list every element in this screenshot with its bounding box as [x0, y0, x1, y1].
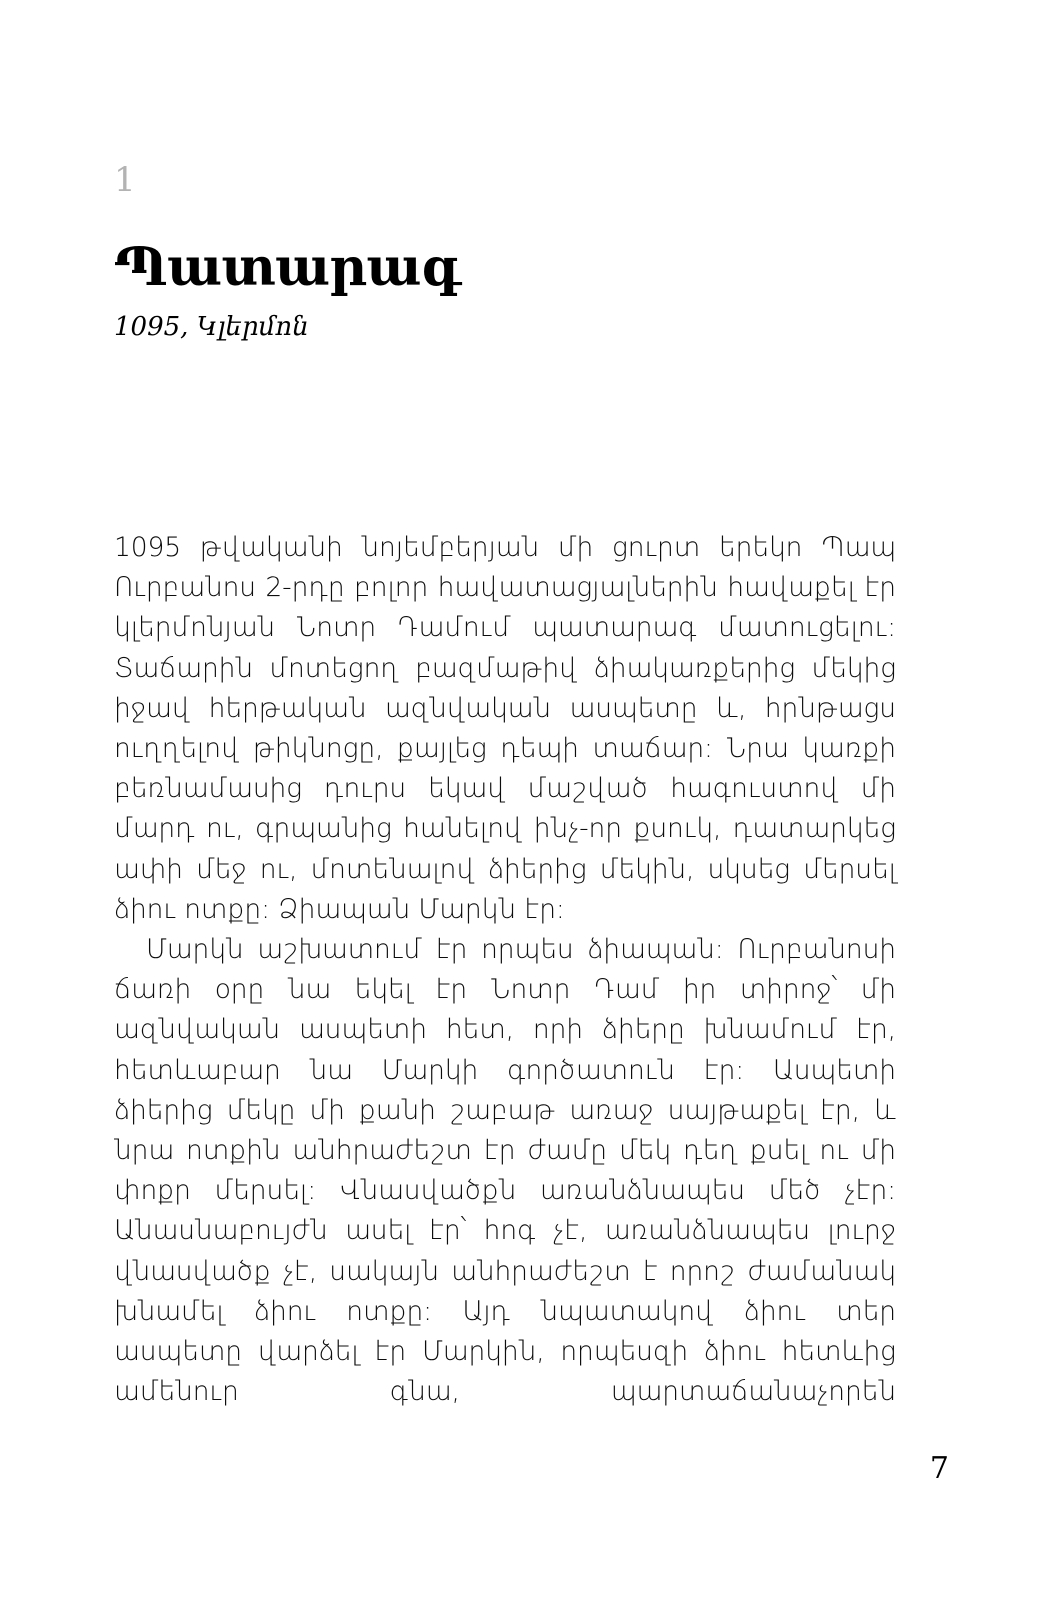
chapter-header: [114, 160, 894, 344]
chapter-title: Պատարագ: [114, 237, 461, 298]
chapter-subtitle: 1095, Կլերմոն: [114, 312, 309, 342]
paragraph: Մարկն աշխատում էր որպես ձիապան: Ուրբանոսի ճառի օրը նա եկել էր Նոտր Դամ իր տիրոջ՝ մի ազնվական ասպետի հետ, որի ձիերը խնամում էր, հետևաբար նա Մարկի գործատուն էր: Ասպետի ձիերից մեկը մի քանի շաբաթ առաջ սայթաքել էր, և նրա ոտքին անհրաժեշտ էր ժամը մեկ դեղ քսել ու մի փոքր մերսել: Վնասվածքն առանձնապես մեծ չէր: Անասնաբույժն ասել էր՝ հոգ չէ, առանձնապես լուրջ վնասվածք չէ, սակայն անհրաժեշտ է որոշ ժամանակ խնամել ձիու ոտքը: Այդ նպատակով ձիու տեր ասպետը վարձել էր Մարկին, որպեսզի ձիու հետևից ամենուր գնա, պարտաճանաչորեն: [114, 934, 896, 1408]
chapter-number: 1: [114, 160, 136, 200]
body-text: [114, 528, 896, 1453]
page-number: 7: [929, 1451, 949, 1486]
paragraph: 1095 թվականի նոյեմբերյան մի ցուրտ երեկո Պապ Ուրբանոս 2-րդը բոլոր հավատացյալներին հավաքել էր կլերմոնյան Նոտր Դամում պատարագ մատուցելու: Տաճարին մոտեցող բազմաթիվ ձիակառքերից մեկից իջավ հերթական ազնվական ասպետը և, հրնթացս ուղղելով թիկնոցը, քայլեց դեպի տաճար: Նրա կառքի բեռնամասից դուրս եկավ մաշված հագուստով մի մարդ ու, գրպանից հանելով ինչ-որ քսուկ, դատարկեց ափի մեջ ու, մոտենալով ձիերից մեկին, սկսեց մերսել ձիու ոտքը: Ձիապան Մարկն էր:: [114, 532, 896, 925]
